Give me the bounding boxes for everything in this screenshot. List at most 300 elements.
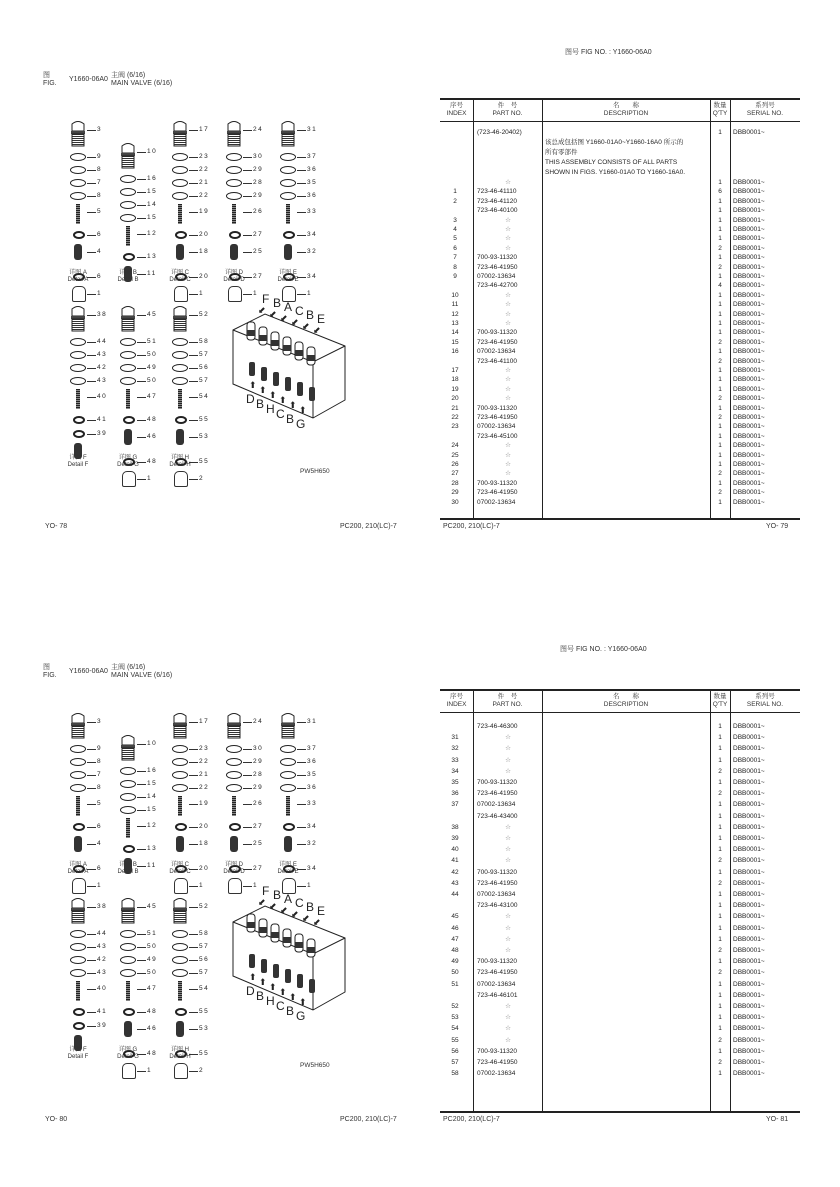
header-qty	[710, 693, 730, 709]
arrow-up-icon: ⬆	[279, 987, 287, 997]
table-row	[440, 733, 800, 743]
exploded-diagram	[0, 0, 440, 500]
part-number: 723-46-41950	[477, 790, 518, 798]
plug-icon	[119, 897, 137, 925]
quantity: 1	[718, 991, 722, 999]
part-callout: 23	[199, 744, 210, 752]
serial-number: DBB0001~	[733, 188, 765, 196]
leader-line	[137, 152, 146, 153]
part-number: 723-46-46101	[477, 991, 518, 999]
o-ring-icon	[120, 214, 136, 222]
serial-number: DBB0001~	[733, 423, 765, 431]
arrow-up-icon: ⬆	[259, 385, 267, 395]
o-ring-icon	[70, 784, 86, 792]
part-callout: 48	[147, 1050, 158, 1057]
part-callout: 39	[97, 430, 108, 437]
serial-number: DBB0001~	[733, 879, 765, 887]
part-callout: 48	[147, 416, 158, 423]
arrow-down-icon: ⬋	[302, 321, 310, 331]
quantity: 2	[718, 857, 722, 865]
assembly-note-line: 该总成包括图 Y1660-01A0~Y1660-16A0 所示的	[545, 139, 684, 146]
spring-icon	[126, 226, 130, 246]
leader-line	[137, 479, 146, 480]
serial-number: DBB0001~	[733, 980, 765, 988]
plug-icon	[69, 120, 87, 148]
part-number: ☆	[505, 935, 511, 943]
detail-label-cn: 详图 B	[119, 270, 137, 276]
o-ring-icon	[226, 153, 242, 161]
header-part	[473, 102, 542, 118]
serial-number: DBB0001~	[733, 498, 765, 506]
serial-number: DBB0001~	[733, 129, 765, 136]
part-callout: 36	[307, 783, 318, 791]
leader-line	[87, 235, 96, 236]
arrow-down-icon: ⬋	[313, 917, 321, 927]
part-number: 07002-13634	[477, 348, 516, 356]
part-callout: 46	[147, 1025, 158, 1032]
serial-number: DBB0001~	[733, 857, 765, 865]
detail-label	[58, 862, 98, 876]
part-number: ☆	[505, 1025, 511, 1033]
index-cell: 51	[451, 980, 459, 988]
page-number-right: YO- 81	[766, 1116, 789, 1123]
leader-line	[137, 315, 146, 316]
o-ring-icon	[70, 943, 86, 951]
table-top-rule	[440, 689, 800, 691]
part-callout: 27	[253, 273, 264, 280]
quantity: 2	[718, 395, 722, 403]
leader-line	[189, 827, 198, 828]
serial-number: DBB0001~	[733, 801, 765, 809]
quantity: 1	[718, 745, 722, 753]
detail-label	[108, 1047, 148, 1061]
part-callout: 55	[199, 416, 210, 423]
part-callout: 36	[307, 191, 318, 199]
leader-line	[189, 479, 198, 480]
leader-line	[297, 722, 306, 723]
leader-line	[189, 196, 198, 197]
part-number: ☆	[505, 823, 511, 831]
leader-line	[297, 886, 306, 887]
plug-icon	[69, 305, 87, 333]
leader-line	[87, 722, 96, 723]
serial-number: DBB0001~	[733, 1036, 765, 1044]
assembly-letter-top: A	[284, 300, 293, 314]
serial-number: DBB0001~	[733, 432, 765, 440]
leader-line	[243, 130, 252, 131]
model-label-left: PC200, 210(LC)-7	[340, 523, 397, 530]
arrow-up-icon: ⬆	[269, 982, 277, 992]
detail-label-en: Detail D	[223, 277, 245, 283]
piston-icon	[230, 244, 238, 260]
assembly-letter-bottom: C	[276, 407, 285, 421]
leader-line	[137, 1012, 146, 1013]
o-ring-icon	[70, 166, 86, 174]
leader-line	[137, 397, 146, 398]
leader-line	[297, 749, 306, 750]
part-callout: 42	[97, 363, 108, 371]
header-desc-en: DESCRIPTION	[603, 701, 649, 708]
fig-label-en: FIG.	[43, 80, 57, 87]
o-ring-icon	[172, 179, 188, 187]
o-ring-icon	[120, 956, 136, 964]
o-ring-icon	[280, 784, 296, 792]
leader-line	[243, 170, 252, 171]
table-row	[440, 935, 800, 945]
quantity: 2	[718, 357, 722, 365]
quantity: 1	[718, 1070, 722, 1078]
serial-number: DBB0001~	[733, 338, 765, 346]
o-ring-icon	[70, 377, 86, 385]
part-callout: 36	[307, 165, 318, 173]
quantity: 1	[718, 924, 722, 932]
index-cell: 17	[451, 367, 459, 374]
leader-line	[87, 315, 96, 316]
detail-label-en: Detail B	[117, 869, 139, 875]
serial-number: DBB0001~	[733, 273, 765, 280]
part-number: ☆	[505, 226, 511, 233]
arrow-up-icon: ⬆	[289, 992, 297, 1002]
leader-line	[297, 157, 306, 158]
part-callout: 50	[147, 376, 158, 384]
quantity: 1	[718, 432, 722, 440]
detail-label-en: Detail E	[277, 277, 299, 283]
index-cell: 26	[451, 461, 459, 468]
leader-line	[189, 294, 198, 295]
part-number: 723-46-41950	[477, 489, 518, 497]
leader-line	[189, 788, 198, 789]
part-callout: 17	[199, 718, 210, 725]
serial-number: DBB0001~	[733, 947, 765, 954]
index-cell: 46	[451, 924, 459, 932]
index-cell: 16	[451, 348, 459, 356]
assembly-letter-top: C	[295, 304, 304, 318]
index-cell: 40	[451, 846, 459, 854]
serial-number: DBB0001~	[733, 991, 765, 999]
part-callout: 41	[97, 1008, 108, 1015]
part-number: ☆	[505, 756, 511, 764]
part-number: 07002-13634	[477, 801, 516, 809]
serial-number: DBB0001~	[733, 291, 765, 299]
quantity: 1	[718, 216, 722, 224]
leader-line	[137, 192, 146, 193]
index-cell: 1	[453, 188, 457, 196]
fig-label-en: FIG.	[43, 672, 57, 679]
leader-line	[297, 827, 306, 828]
quantity: 2	[718, 414, 722, 421]
header-part-cn: 件 号	[497, 102, 518, 109]
header-qty-en: Q'TY	[712, 701, 728, 708]
part-number: ☆	[505, 216, 511, 224]
valve-cap-icon	[122, 1063, 136, 1079]
leader-line	[243, 844, 252, 845]
part-callout: 17	[199, 126, 210, 133]
part-callout: 24	[253, 126, 264, 133]
table-row	[440, 1002, 800, 1012]
table-row	[440, 991, 800, 1001]
seal-icon	[73, 430, 85, 438]
detail-label-en: Detail F	[67, 1054, 89, 1060]
part-number: ☆	[505, 745, 511, 753]
part-callout: 34	[307, 823, 318, 830]
seal-icon	[283, 231, 295, 239]
arrow-down-icon: ⬋	[258, 897, 266, 907]
quantity: 1	[718, 1003, 722, 1010]
part-callout: 49	[147, 955, 158, 963]
o-ring-icon	[172, 351, 188, 359]
index-cell: 58	[451, 1070, 459, 1078]
leader-line	[243, 886, 252, 887]
serial-number: DBB0001~	[733, 470, 765, 478]
part-number: 723-46-46300	[477, 723, 518, 730]
arrow-down-icon: ⬋	[313, 325, 321, 335]
page-number-left: YO- 80	[45, 1116, 68, 1123]
leader-line	[137, 179, 146, 180]
detail-label-cn: 详图 E	[279, 270, 297, 276]
o-ring-icon	[172, 969, 188, 977]
header-serial	[730, 102, 800, 118]
table-row	[440, 968, 800, 978]
model-label-right: PC200, 210(LC)-7	[443, 1116, 500, 1123]
spring-icon	[126, 981, 130, 1001]
leader-line	[189, 397, 198, 398]
quantity: 1	[718, 823, 722, 831]
index-cell: 52	[451, 1003, 459, 1010]
part-callout: 25	[253, 248, 264, 255]
serial-number: DBB0001~	[733, 348, 765, 356]
serial-number: DBB0001~	[733, 329, 765, 337]
part-callout: 55	[199, 1050, 210, 1057]
table-row	[440, 856, 800, 866]
assembly-letter-bottom: H	[266, 994, 275, 1008]
part-callout: 53	[199, 433, 210, 440]
fig-number: Y1660-06A0	[69, 668, 108, 675]
part-callout: 30	[253, 744, 264, 752]
leader-line	[137, 744, 146, 745]
leader-line	[137, 810, 146, 811]
part-callout: 12	[147, 230, 158, 237]
model-label-left: PC200, 210(LC)-7	[340, 1116, 397, 1123]
header-qty-cn: 数量	[713, 693, 727, 700]
part-callout: 56	[199, 363, 210, 371]
header-serial-cn: 系列号	[755, 102, 775, 109]
table-row	[440, 946, 800, 956]
detail-label	[160, 270, 200, 284]
leader-line	[243, 157, 252, 158]
part-callout: 4	[97, 248, 103, 255]
o-ring-icon	[70, 192, 86, 200]
leader-line	[297, 170, 306, 171]
seal-icon	[283, 823, 295, 831]
part-callout: 29	[253, 191, 264, 199]
table-row	[440, 767, 800, 777]
part-callout: 27	[253, 865, 264, 872]
index-cell: 4	[453, 226, 457, 233]
index-cell: 6	[453, 244, 457, 252]
o-ring-icon	[280, 758, 296, 766]
table-row	[440, 1036, 800, 1046]
leader-line	[243, 196, 252, 197]
header-part	[473, 693, 542, 709]
o-ring-icon	[120, 943, 136, 951]
leader-line	[87, 804, 96, 805]
o-ring-icon	[226, 192, 242, 200]
leader-line	[189, 804, 198, 805]
part-number: ☆	[505, 913, 511, 921]
plug-icon	[171, 712, 189, 740]
table-row	[440, 756, 800, 766]
part-callout: 14	[147, 792, 158, 800]
part-callout: 19	[199, 800, 210, 807]
serial-number: DBB0001~	[733, 812, 765, 820]
spring-icon	[286, 204, 290, 224]
valve-cap-icon	[122, 471, 136, 487]
table-row	[440, 1069, 800, 1079]
quantity: 1	[718, 1014, 722, 1022]
part-callout: 26	[253, 208, 264, 215]
o-ring-icon	[280, 771, 296, 779]
quantity: 1	[718, 404, 722, 412]
header-serial-en: SERIAL NO.	[746, 701, 784, 708]
part-callout: 56	[199, 955, 210, 963]
part-number: ☆	[505, 385, 511, 393]
spring-icon	[76, 389, 80, 409]
quantity: 1	[718, 301, 722, 309]
leader-line	[189, 934, 198, 935]
quantity: 1	[718, 385, 722, 393]
part-callout: 5	[97, 208, 103, 215]
part-callout: 49	[147, 363, 158, 371]
leader-line	[189, 960, 198, 961]
quantity: 2	[718, 338, 722, 346]
table-row	[440, 924, 800, 934]
arrow-down-icon: ⬋	[302, 913, 310, 923]
quantity: 1	[718, 756, 722, 764]
part-number: ☆	[505, 235, 511, 243]
header-part-en: PART NO.	[492, 110, 523, 117]
serial-number: DBB0001~	[733, 414, 765, 421]
part-callout: 6	[97, 865, 103, 872]
valve-cap-icon	[174, 878, 188, 894]
index-cell: 20	[451, 395, 459, 403]
leader-line	[189, 989, 198, 990]
part-number: 723-46-41950	[477, 263, 518, 271]
leader-line	[87, 157, 96, 158]
part-callout: 58	[199, 929, 210, 937]
o-ring-icon	[120, 364, 136, 372]
seal-icon	[175, 231, 187, 239]
part-number: 723-46-45100	[477, 432, 518, 440]
index-cell: 50	[451, 969, 459, 977]
leader-line	[297, 252, 306, 253]
o-ring-icon	[172, 930, 188, 938]
header-serial-en: SERIAL NO.	[746, 110, 784, 117]
part-number: ☆	[505, 301, 511, 309]
piston-icon	[176, 836, 184, 852]
index-cell: 53	[451, 1014, 459, 1022]
fig-number: Y1660-06A0	[69, 76, 108, 83]
part-callout: 51	[147, 337, 158, 345]
header-serial	[730, 693, 800, 709]
assembly-letter-top: B	[306, 308, 315, 322]
fig-title-cn: 主阀 (6/16)	[111, 664, 146, 671]
leader-line	[87, 1012, 96, 1013]
o-ring-icon	[172, 153, 188, 161]
quantity: 1	[718, 723, 722, 730]
plug-icon	[171, 305, 189, 333]
serial-number: DBB0001~	[733, 913, 765, 921]
detail-label-cn: 详图 G	[118, 1047, 138, 1053]
serial-number: DBB0001~	[733, 823, 765, 831]
detail-label-cn: 详图 C	[170, 862, 189, 868]
leader-line	[297, 294, 306, 295]
detail-label-en: Detail F	[67, 462, 89, 468]
index-cell: 43	[451, 879, 459, 887]
part-callout: 6	[97, 273, 103, 280]
sheet-2	[0, 598, 840, 1187]
detail-label-en: Detail A	[67, 869, 89, 875]
quantity: 1	[718, 129, 722, 136]
detail-label-cn: 详图 C	[170, 270, 189, 276]
leader-line	[87, 252, 96, 253]
fig-title-en: MAIN VALVE (6/16)	[111, 672, 173, 679]
index-cell: 36	[451, 790, 459, 798]
quantity: 2	[718, 790, 722, 798]
spring-icon	[232, 796, 236, 816]
piston-icon	[176, 244, 184, 260]
quantity: 1	[718, 310, 722, 318]
serial-number: DBB0001~	[733, 1047, 765, 1055]
leader-line	[189, 907, 198, 908]
index-cell: 31	[451, 734, 459, 742]
part-callout: 1	[307, 882, 313, 889]
index-cell: 38	[451, 823, 459, 831]
part-number: (723-46-20402)	[477, 129, 522, 136]
seal-icon	[123, 1008, 135, 1016]
index-cell: 29	[451, 489, 459, 497]
quantity: 1	[718, 197, 722, 205]
part-callout: 37	[307, 744, 318, 752]
leader-line	[189, 315, 198, 316]
index-cell: 32	[451, 745, 459, 753]
leader-line	[297, 762, 306, 763]
detail-label	[160, 455, 200, 469]
leader-line	[243, 804, 252, 805]
leader-line	[243, 183, 252, 184]
part-callout: 57	[199, 968, 210, 976]
spring-icon	[178, 204, 182, 224]
part-callout: 50	[147, 942, 158, 950]
part-callout: 10	[147, 740, 158, 747]
plug-icon	[225, 712, 243, 740]
part-number: 07002-13634	[477, 273, 516, 280]
leader-line	[297, 235, 306, 236]
o-ring-icon	[172, 166, 188, 174]
leader-line	[87, 1026, 96, 1027]
leader-line	[137, 234, 146, 235]
part-callout: 16	[147, 766, 158, 774]
arrow-down-icon: ⬋	[291, 317, 299, 327]
serial-number: DBB0001~	[733, 734, 765, 742]
part-callout: 1	[307, 290, 313, 297]
part-callout: 11	[147, 270, 157, 277]
o-ring-icon	[70, 351, 86, 359]
leader-line	[87, 827, 96, 828]
header-index-en: INDEX	[446, 701, 467, 708]
header-qty	[710, 102, 730, 118]
part-callout: 15	[147, 805, 158, 813]
seal-icon	[73, 1008, 85, 1016]
